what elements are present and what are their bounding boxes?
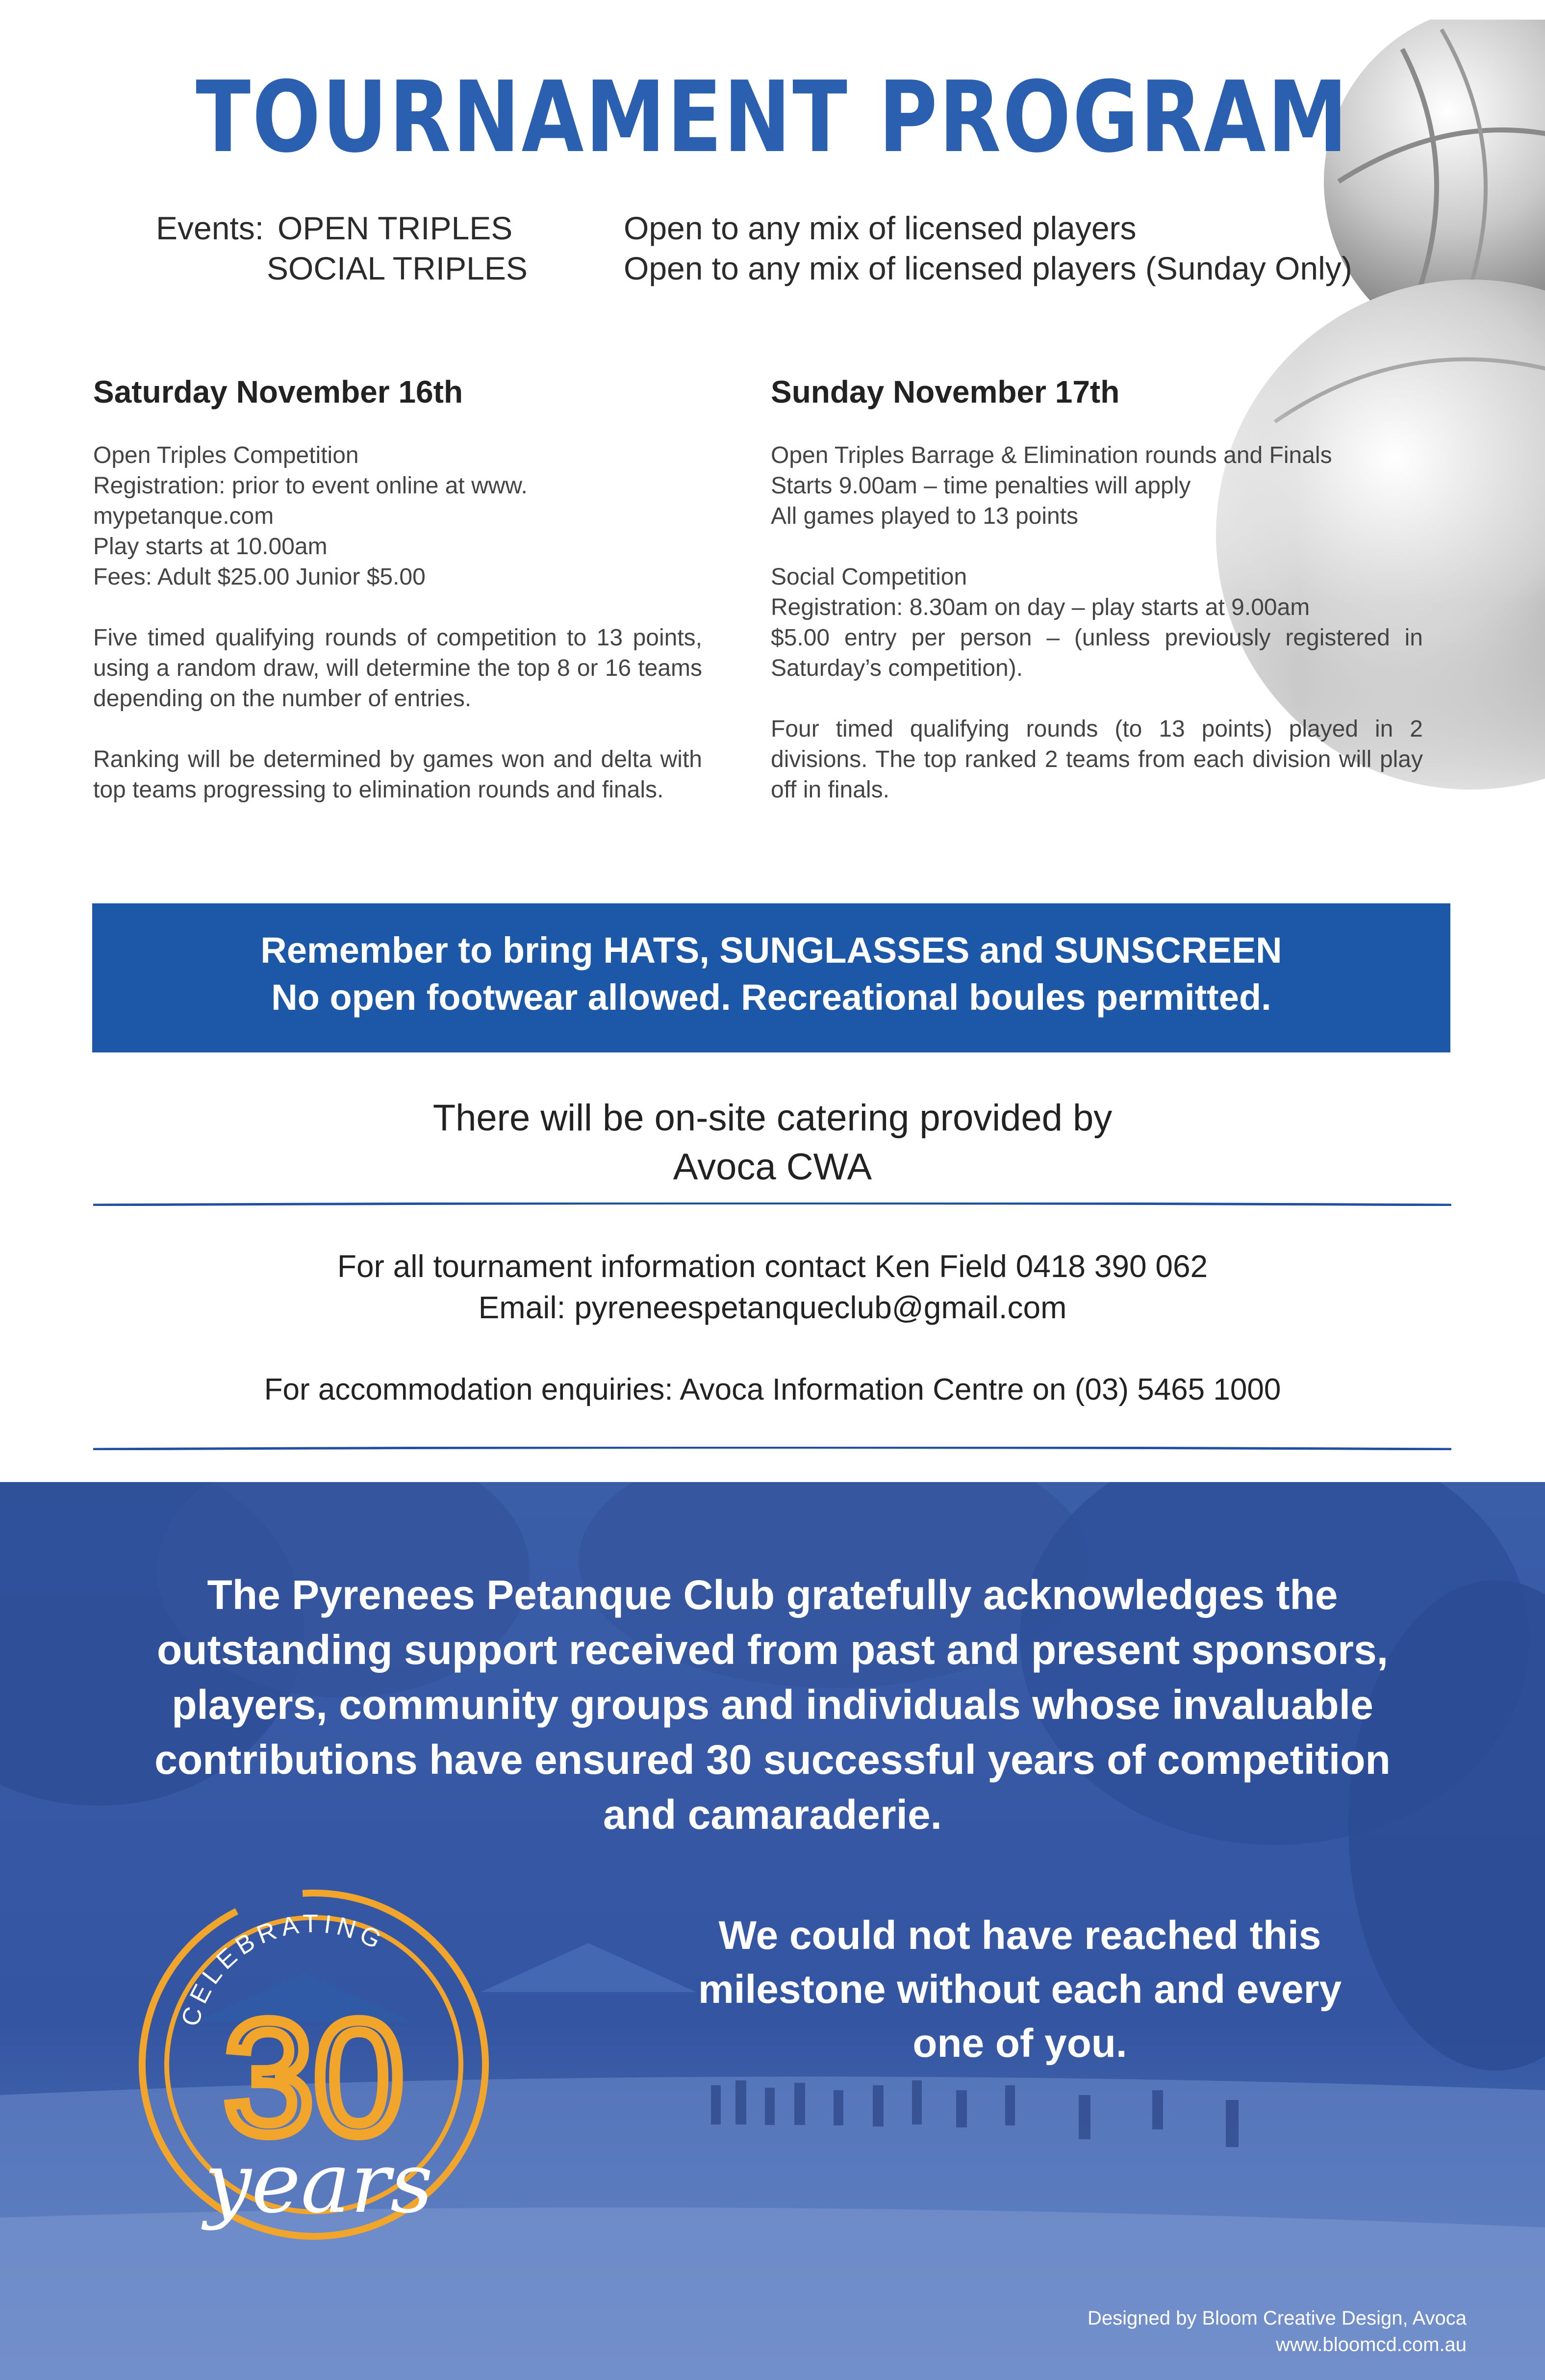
event-description-open-triples: Open to any mix of licensed players [624, 210, 1137, 246]
saturday-line: Registration: prior to event online at www. [93, 473, 528, 499]
contact-info: For all tournament information contact Ken Field 0418 390 062 [337, 1249, 1208, 1284]
saturday-paragraph: Ranking will be determined by games won and delta with top teams progressing to elimination rounds and finals. [93, 746, 702, 803]
sunday-line: Starts 9.00am – time penalties will apply [771, 473, 1191, 499]
acknowledgement-line: The Pyrenees Petanque Club gratefully acknowledges the [207, 1572, 1338, 1618]
reminder-line: Remember to bring HATS, SUNGLASSES and SUNSCREEN [260, 930, 1282, 971]
event-name-open-triples: OPEN TRIPLES [278, 210, 513, 246]
milestone-line: We could not have reached this [718, 1913, 1321, 1958]
saturday-heading: Saturday November 16th [93, 374, 463, 409]
milestone-line: milestone without each and every [698, 1967, 1342, 2012]
badge-number: 30 [224, 1987, 404, 2168]
sunday-line: Open Triples Barrage & Elimination rounds and Finals [771, 442, 1332, 468]
acknowledgement-line: and camaraderie. [603, 1791, 942, 1838]
event-name-social-triples: SOCIAL TRIPLES [267, 250, 528, 286]
catering-text: There will be on-site catering provided by [432, 1097, 1113, 1139]
sunday-line: All games played to 13 points [771, 503, 1079, 529]
saturday-line: Fees: Adult $25.00 Junior $5.00 [93, 564, 426, 590]
sunday-heading: Sunday November 17th [771, 374, 1120, 409]
event-description-social-triples: Open to any mix of licensed players (Sunday Only) [624, 250, 1352, 286]
saturday-schedule [93, 440, 702, 805]
contact-email: Email: pyreneespetanqueclub@gmail.com [478, 1290, 1067, 1325]
page-title: TOURNAMENT PROGRAM [196, 60, 1349, 175]
badge-script: years [204, 2135, 433, 2232]
sunday-schedule [771, 440, 1423, 805]
badge-arc-text: CELEBRATING [176, 1909, 390, 2030]
milestone-line: one of you. [912, 2021, 1127, 2066]
divider [93, 1203, 1451, 1206]
acknowledgement-line: outstanding support received from past and present sponsors, [156, 1627, 1389, 1673]
designer-credit: Designed by Bloom Creative Design, Avoca [1087, 2307, 1467, 2329]
saturday-line: Open Triples Competition [93, 442, 359, 468]
acknowledgement-line: contributions have ensured 30 successful years of competition [154, 1737, 1391, 1783]
catering-provider: Avoca CWA [673, 1146, 872, 1188]
saturday-line: Play starts at 10.00am [93, 534, 328, 560]
acknowledgement-line: players, community groups and individuals whose invaluable [172, 1682, 1373, 1728]
celebrating-30-years-badge [132, 1859, 495, 2280]
accommodation-info: For accommodation enquiries: Avoca Information Centre on (03) 5465 1000 [264, 1373, 1281, 1407]
saturday-line: mypetanque.com [93, 503, 274, 529]
footwear-line: No open footwear allowed. Recreational boules permitted. [271, 977, 1271, 1018]
sunday-paragraph: Four timed qualifying rounds (to 13 points) played in 2 divisions. The top ranked 2 teams from each division will play off in finals. [771, 716, 1423, 803]
saturday-paragraph: Five timed qualifying rounds of competition to 13 points, using a random draw, will determine the top 8 or 16 teams depending on the number of entries. [93, 625, 702, 712]
sunday-paragraph: $5.00 entry per person – (unless previously registered in Saturday’s competition). [771, 625, 1423, 681]
sunday-line: Registration: 8.30am on day – play starts at 9.00am [771, 594, 1310, 620]
reminder-banner [92, 903, 1450, 1052]
sunday-line: Social Competition [771, 564, 967, 590]
divider [93, 1447, 1451, 1450]
designer-url: www.bloomcd.com.au [1275, 2334, 1467, 2355]
events-label: Events: [156, 210, 264, 246]
